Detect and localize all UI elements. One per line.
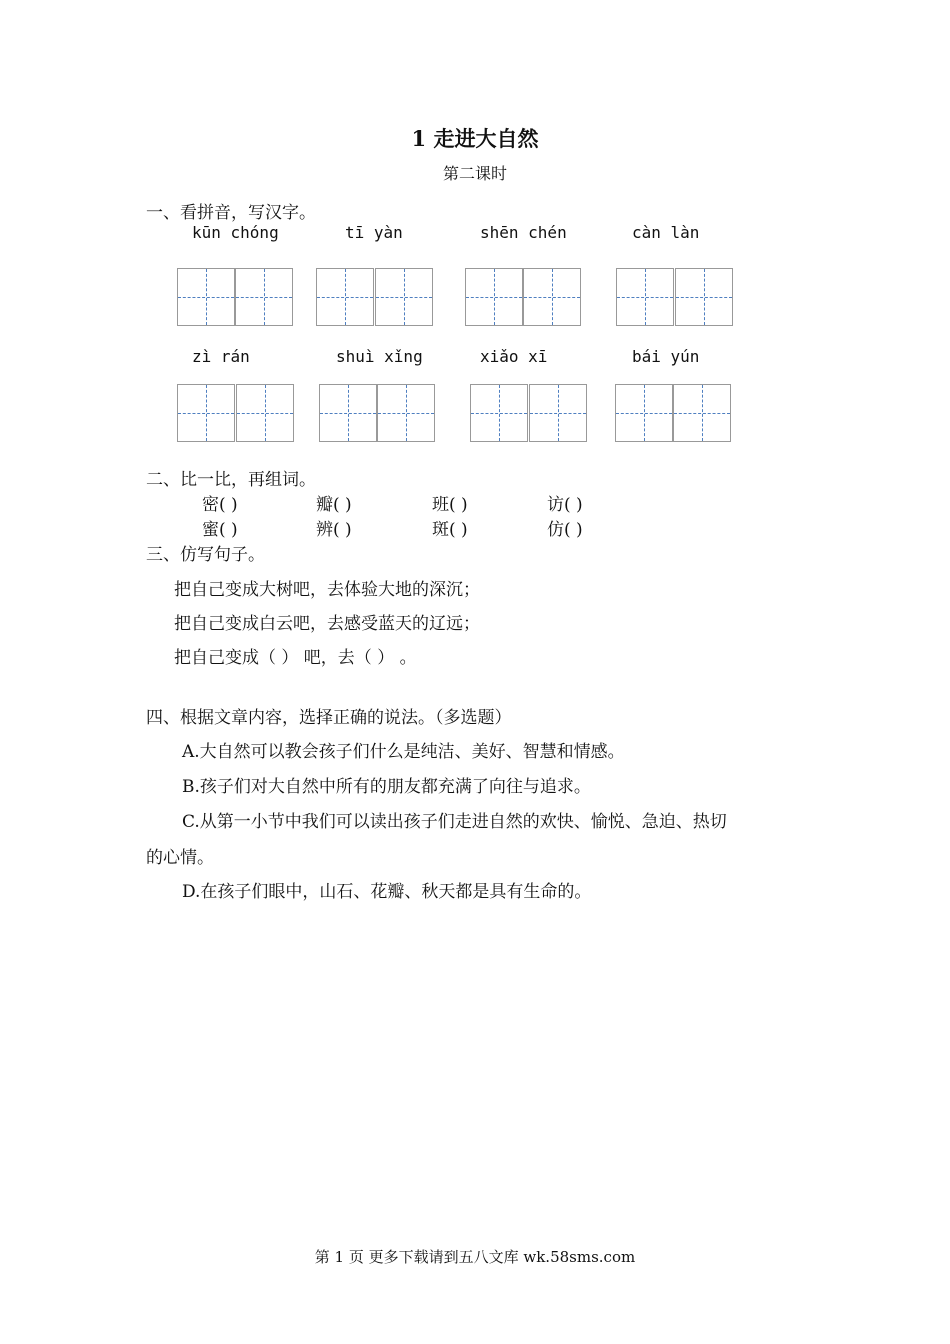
option-c-continued: 的心情。 — [146, 848, 214, 868]
writing-grid-cell[interactable] — [375, 268, 433, 326]
word-pair-item: 蜜( ) — [202, 520, 238, 540]
writing-grid-cell[interactable] — [523, 268, 581, 326]
option-d: D.在孩子们眼中，山石、花瓣、秋天都是具有生命的。 — [182, 882, 592, 902]
pinyin-label: tī yàn — [345, 223, 403, 242]
option-a: A.大自然可以教会孩子们什么是纯洁、美好、智慧和情感。 — [182, 742, 625, 762]
writing-grid-cell[interactable] — [470, 384, 528, 442]
fill-in-sentence: 把自己变成（ ） 吧，去（ ） 。 — [174, 648, 417, 668]
writing-grid-cell[interactable] — [616, 268, 674, 326]
writing-grid-cell[interactable] — [673, 384, 731, 442]
word-pair-item: 辨( ) — [316, 520, 352, 540]
writing-grid-cell[interactable] — [675, 268, 733, 326]
writing-grid-cell[interactable] — [319, 384, 377, 442]
word-pair-item: 斑( ) — [432, 520, 468, 540]
writing-grid-cell[interactable] — [236, 384, 294, 442]
word-pair-item: 仿( ) — [547, 520, 583, 540]
writing-grid-cell[interactable] — [177, 268, 235, 326]
section-4-heading: 四、根据文章内容，选择正确的说法。（多选题） — [146, 708, 512, 728]
writing-grid-cell[interactable] — [377, 384, 435, 442]
word-pair-item: 访( ) — [547, 495, 583, 515]
writing-grid-cell[interactable] — [465, 268, 523, 326]
writing-grid-cell[interactable] — [235, 268, 293, 326]
pinyin-label: kūn chóng — [192, 223, 279, 242]
section-1-heading: 一、看拼音，写汉字。 — [146, 203, 316, 223]
word-pair-item: 瓣( ) — [316, 495, 352, 515]
option-c: C.从第一小节中我们可以读出孩子们走进自然的欢快、愉悦、急迫、热切 — [182, 812, 727, 832]
example-sentence: 把自己变成白云吧，去感受蓝天的辽远； — [174, 614, 480, 634]
pinyin-label: càn làn — [632, 223, 700, 242]
section-3-heading: 三、仿写句子。 — [146, 545, 265, 565]
word-pair-item: 班( ) — [432, 495, 468, 515]
page-subtitle: 第二课时 — [442, 164, 507, 183]
section-2-heading: 二、比一比，再组词。 — [146, 470, 316, 490]
page-footer: 第 1 页 更多下载请到五八文库 wk.58sms.com — [314, 1248, 636, 1266]
writing-grid-cell[interactable] — [615, 384, 673, 442]
pinyin-label: bái yún — [632, 347, 700, 366]
writing-grid-cell[interactable] — [316, 268, 374, 326]
page-title: 1 走进大自然 — [411, 126, 539, 151]
pinyin-label: shuì xǐng — [336, 347, 423, 366]
writing-grid-cell[interactable] — [177, 384, 235, 442]
writing-grid-cell[interactable] — [529, 384, 587, 442]
option-b: B.孩子们对大自然中所有的朋友都充满了向往与追求。 — [182, 777, 591, 797]
pinyin-label: shēn chén — [480, 223, 567, 242]
word-pair-item: 密( ) — [202, 495, 238, 515]
pinyin-label: xiǎo xī — [480, 347, 548, 366]
pinyin-label: zì rán — [192, 347, 250, 366]
example-sentence: 把自己变成大树吧，去体验大地的深沉； — [174, 580, 480, 600]
